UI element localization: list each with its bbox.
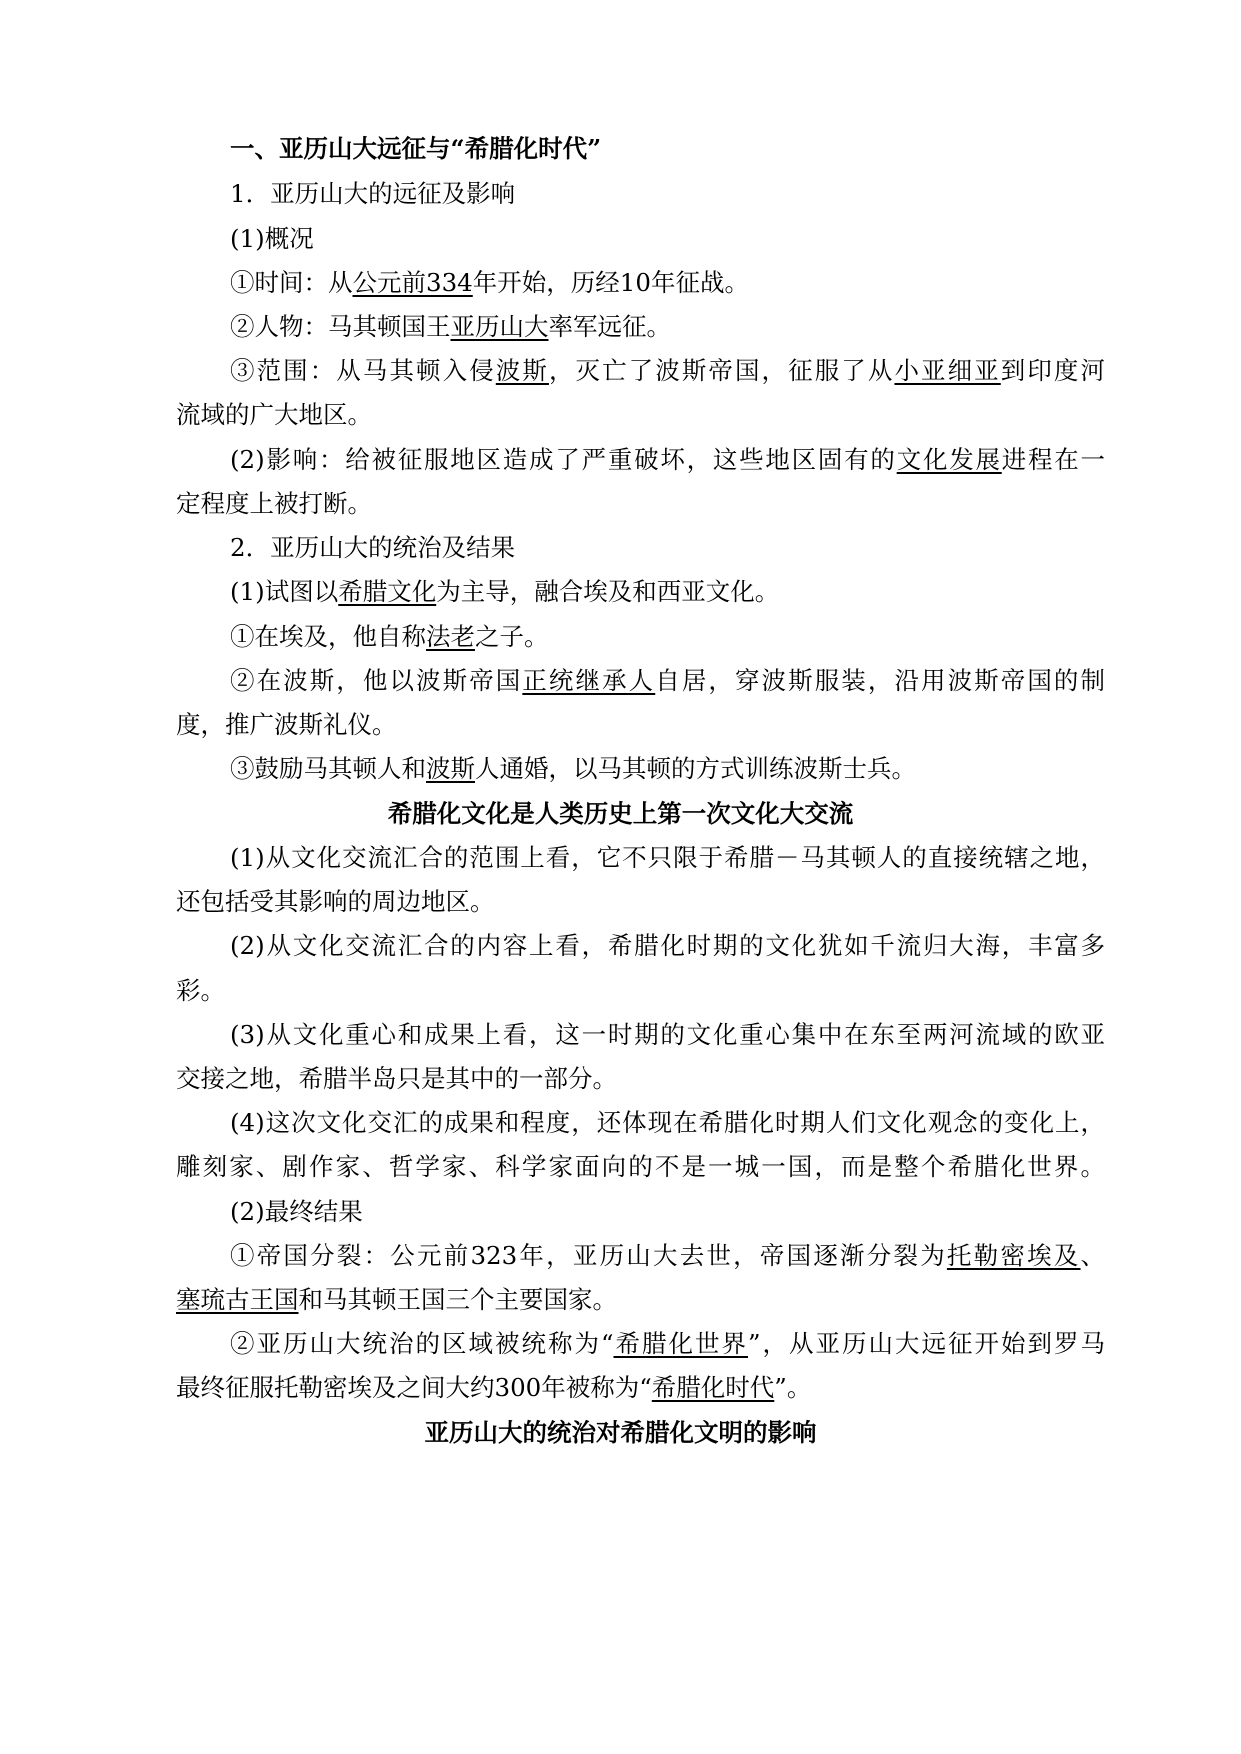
box2-title: 亚历山大的统治对希腊化文明的影响 <box>424 1418 817 1447</box>
split-line-cont: 塞琉古王国和马其顿王国三个主要国家。 <box>176 1285 617 1314</box>
policy-line: (1)试图以希腊文化为主导，融合埃及和西亚文化。 <box>230 577 780 606</box>
subsection-2-title: 2．亚历山大的统治及结果 <box>230 533 516 562</box>
box1-point-3: (3)从文化重心和成果上看，这一时期的文化重心集中在东至两河流域的欧亚 <box>230 1020 1105 1049</box>
name-line: ②亚历山大统治的区域被统称为“希腊化世界”，从亚历山大远征开始到罗马 <box>230 1329 1105 1358</box>
underlined-term: 波斯 <box>426 754 475 783</box>
impact-line: (2)影响：给被征服地区造成了严重破坏，这些地区固有的文化发展进程在一 <box>230 445 1106 474</box>
underlined-term: 托勒密埃及 <box>946 1241 1081 1270</box>
name-line-cont: 最终征服托勒密埃及之间大约300年被称为“希腊化时代”。 <box>176 1373 812 1402</box>
egypt-line: ①在埃及，他自称法老之子。 <box>230 622 549 651</box>
box1-point-4: (4)这次文化交汇的成果和程度，还体现在希腊化时期人们文化观念的变化上， <box>230 1108 1105 1137</box>
underlined-term: 正统继承人 <box>522 666 656 695</box>
box1-point-1: (1)从文化交流汇合的范围上看，它不只限于希腊－马其顿人的直接统辖之地， <box>230 843 1105 872</box>
split-line: ①帝国分裂：公元前323年，亚历山大去世，帝国逐渐分裂为托勒密埃及、 <box>230 1241 1106 1270</box>
impact-line-cont: 定程度上被打断。 <box>176 489 372 518</box>
scope-line-cont: 流域的广大地区。 <box>176 400 372 429</box>
time-line: ①时间：从公元前334年开始，历经10年征战。 <box>230 268 749 297</box>
section-heading-1: 一、亚历山大远征与“希腊化时代” <box>230 134 602 163</box>
box1-point-1-cont: 还包括受其影响的周边地区。 <box>176 887 495 916</box>
box1-point-3-cont: 交接之地，希腊半岛只是其中的一部分。 <box>176 1064 617 1093</box>
underlined-term: 亚历山大 <box>450 312 549 341</box>
persia-line: ②在波斯，他以波斯帝国正统继承人自居，穿波斯服装，沿用波斯帝国的制 <box>230 666 1105 695</box>
underlined-term: 希腊化时代 <box>651 1373 775 1402</box>
scope-line: ③范围：从马其顿入侵波斯，灭亡了波斯帝国，征服了从小亚细亚到印度河 <box>230 356 1105 385</box>
underlined-term: 塞琉古王国 <box>176 1285 299 1314</box>
person-line: ②人物：马其顿国王亚历山大率军远征。 <box>230 312 671 341</box>
box1-point-4-cont: 雕刻家、剧作家、哲学家、科学家面向的不是一城一国，而是整个希腊化世界。 <box>176 1152 1105 1181</box>
box1-point-2: (2)从文化交流汇合的内容上看，希腊化时期的文化犹如千流归大海，丰富多 <box>230 931 1105 960</box>
box1-title: 希腊化文化是人类历史上第一次文化大交流 <box>387 799 854 828</box>
marriage-line: ③鼓励马其顿人和波斯人通婚，以马其顿的方式训练波斯士兵。 <box>230 754 916 783</box>
subsection-1-title: 1．亚历山大的远征及影响 <box>230 179 516 208</box>
underlined-term: 小亚细亚 <box>894 356 1001 385</box>
underlined-term: 波斯 <box>495 356 549 385</box>
result-label: (2)最终结果 <box>230 1197 363 1226</box>
underlined-term: 法老 <box>426 622 475 651</box>
box1-point-2-cont: 彩。 <box>176 976 225 1005</box>
underlined-term: 希腊文化 <box>338 577 437 606</box>
underlined-term: 希腊化世界 <box>613 1329 748 1358</box>
underlined-term: 文化发展 <box>896 445 1002 474</box>
underlined-term: 公元前334 <box>352 268 473 297</box>
persia-line-cont: 度，推广波斯礼仪。 <box>176 710 397 739</box>
overview-label: (1)概况 <box>230 224 314 253</box>
